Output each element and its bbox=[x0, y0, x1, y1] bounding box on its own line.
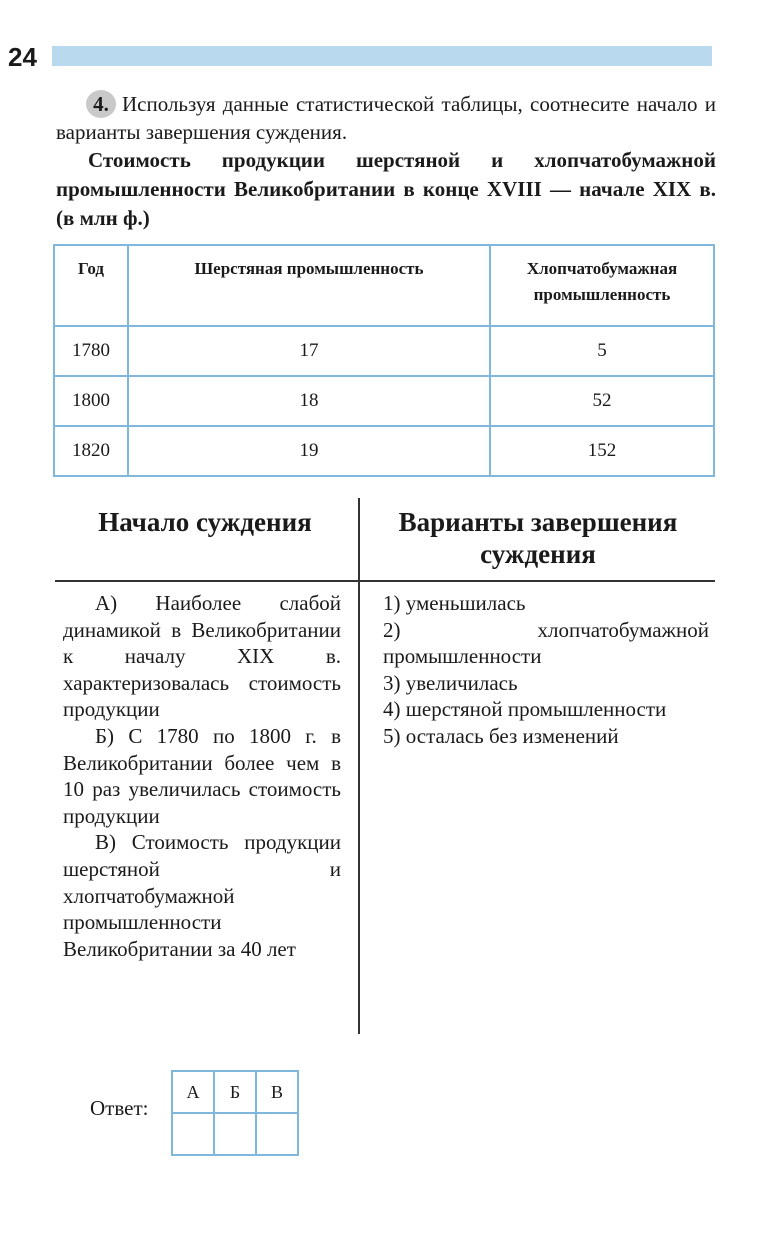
answer-cell-a[interactable] bbox=[172, 1113, 214, 1155]
answer-letter-b: Б bbox=[214, 1071, 256, 1113]
table-row bbox=[54, 426, 714, 476]
answer-grid bbox=[171, 1070, 299, 1156]
ending-4: 4) шерстяной промышленности bbox=[383, 697, 667, 722]
cell-year: 1800 bbox=[54, 376, 128, 426]
table-header-row bbox=[54, 245, 714, 326]
task-number-badge: 4. bbox=[86, 90, 116, 118]
cell-wool: 19 bbox=[128, 426, 490, 476]
answer-letter-a: А bbox=[172, 1071, 214, 1113]
answer-cell-c[interactable] bbox=[256, 1113, 298, 1155]
ending-2: 2) хлопчатобумажной промышленности bbox=[383, 617, 709, 669]
table-row bbox=[54, 376, 714, 426]
cell-year: 1780 bbox=[54, 326, 128, 376]
task-text bbox=[56, 90, 716, 146]
column-divider bbox=[358, 498, 360, 1034]
ending-5: 5) осталась без изменений bbox=[383, 723, 619, 748]
answer-label: Ответ: bbox=[90, 1096, 149, 1120]
header-bar bbox=[52, 46, 712, 66]
table-row bbox=[54, 326, 714, 376]
cell-cotton: 152 bbox=[490, 426, 714, 476]
header-year: Год bbox=[54, 245, 128, 326]
cell-wool: 18 bbox=[128, 376, 490, 426]
answer-cell-b[interactable] bbox=[214, 1113, 256, 1155]
cell-cotton: 52 bbox=[490, 376, 714, 426]
cell-wool: 17 bbox=[128, 326, 490, 376]
endings-header: Варианты завершения суждения bbox=[398, 507, 678, 569]
beginnings-list bbox=[63, 590, 341, 962]
cell-year: 1820 bbox=[54, 426, 128, 476]
ending-3: 3) увеличилась bbox=[383, 670, 518, 695]
beginning-a: А) Наиболее слабой динамикой в Великобритании к началу XIX в. характеризовалась стоимость продукции bbox=[63, 591, 341, 722]
beginning-header: Начало суждения bbox=[98, 507, 312, 537]
endings-list bbox=[383, 590, 709, 750]
beginning-c: В) Стоимость продукции шерстяной и хлопчатобумажной промышленности Великобритании за 40 лет bbox=[63, 830, 341, 961]
header-cotton: Хлопчатобумажная промышленность bbox=[490, 245, 714, 326]
answer-letter-c: В bbox=[256, 1071, 298, 1113]
ending-1: 1) уменьшилась bbox=[383, 591, 526, 615]
cell-cotton: 5 bbox=[490, 326, 714, 376]
task-instruction: Используя данные статистической таблицы, соотнесите начало и варианты завершения суждения. bbox=[56, 92, 716, 144]
statistics-table bbox=[53, 244, 715, 477]
page-number: 24 bbox=[8, 42, 37, 72]
beginning-b: Б) С 1780 по 1800 г. в Великобритании более чем в 10 раз увеличилась стоимость продукции bbox=[63, 723, 341, 828]
header-wool: Шерстяная промышленность bbox=[128, 245, 490, 326]
table-title: Стоимость продукции шерстяной и хлопчатобумажной промышленности Великобритании в конце XVIII — начале XIX в. (в млн ф.) bbox=[56, 148, 716, 230]
header-divider bbox=[55, 580, 715, 582]
matching-section bbox=[55, 498, 715, 1034]
